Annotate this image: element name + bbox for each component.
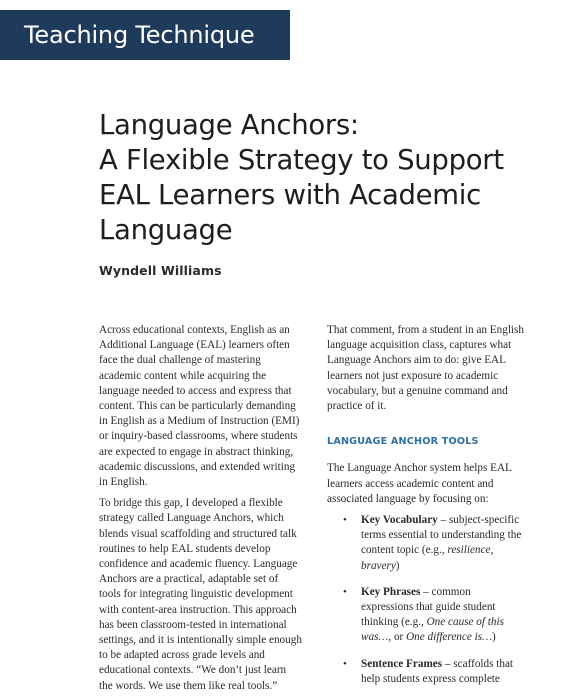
title-line: A Flexible Strategy to Support: [99, 144, 504, 176]
text-line: the words. We use them like real tools.”: [99, 679, 278, 692]
text-line: confidence and academic fluency. Language: [99, 558, 298, 571]
text-line: are expected to engage in abstract thinking,: [99, 445, 294, 458]
text-line: routines to help EAL students develop: [99, 542, 271, 555]
text-line: tools for integrating linguistic development: [99, 588, 293, 601]
article-title: [99, 108, 559, 248]
text-line: Additional Language (EAL) learners often: [99, 339, 290, 352]
title-line: EAL Learners with Academic: [99, 179, 481, 211]
text-line: language needed to access and express that: [99, 384, 292, 397]
list-item: [327, 513, 532, 574]
tool-term: Key Phrases: [361, 585, 421, 598]
text-line: has been classroom-tested in international: [99, 618, 287, 631]
author-byline: Wyndell Williams: [99, 263, 222, 278]
example-text: One difference is…: [406, 631, 493, 644]
bullet-icon: •: [343, 585, 347, 598]
text-line: face the dual challenge of mastering: [99, 354, 261, 367]
text-line: strategy called Language Anchors, which: [99, 512, 284, 525]
text-fragment: ): [395, 559, 400, 572]
text-fragment: – common: [420, 585, 471, 598]
text-fragment: thinking (e.g.,: [361, 616, 427, 629]
text-line: academic content while acquiring the: [99, 369, 267, 382]
left-column: [99, 323, 304, 700]
text-line: The Language Anchor system helps EAL: [327, 462, 512, 475]
right-column: [327, 323, 532, 698]
text-line: Anchors are a practical, adaptable set of: [99, 573, 279, 586]
text-line: to be adapted across grade levels and: [99, 649, 265, 662]
list-item: [327, 657, 532, 687]
text-line: learners not just exposure to academic: [327, 369, 499, 382]
title-line: Language: [99, 214, 233, 246]
bullet-icon: •: [343, 657, 347, 670]
text-line: content. This can be particularly demanding: [99, 400, 296, 413]
text-line: vocabulary, but a genuine command and: [327, 384, 508, 397]
example-text: One cause of this: [426, 616, 504, 629]
text-fragment: content topic (e.g.,: [361, 544, 448, 557]
list-item: [327, 585, 532, 646]
example-text: bravery: [361, 559, 396, 572]
section-banner: Teaching Technique: [0, 10, 290, 60]
text-line: Across educational contexts, English as an: [99, 324, 290, 336]
example-text: resilience,: [447, 544, 494, 557]
tools-list: [327, 513, 532, 687]
text-line: learners access academic content and: [327, 477, 494, 490]
tool-term: Sentence Frames: [361, 657, 443, 670]
tool-term: Key Vocabulary: [361, 514, 438, 527]
text-line: That comment, from a student in an English: [327, 324, 524, 336]
quote-commentary-paragraph: [327, 323, 532, 414]
text-line: in English as a Medium of Instruction (EMI): [99, 415, 300, 428]
intro-paragraph: [99, 323, 304, 490]
text-fragment: , or: [388, 631, 407, 644]
text-line: associated language by focusing on:: [327, 492, 489, 505]
strategy-paragraph: [99, 496, 304, 694]
text-line: settings, and it is intentionally simple enough: [99, 634, 302, 647]
text-line: or inquiry-based classrooms, where students: [99, 430, 298, 443]
title-line: Language Anchors:: [99, 109, 359, 141]
section-heading: LANGUAGE ANCHOR TOOLS: [327, 436, 479, 448]
text-line: blends visual scaffolding and structured talk: [99, 527, 297, 540]
text-line: Language Anchors aim to do: give EAL: [327, 354, 506, 367]
text-line: help students express complete: [361, 672, 500, 685]
example-text: was…: [361, 631, 389, 644]
text-line: academic discussions, and extended writing: [99, 460, 296, 473]
text-fragment: – scaffolds that: [442, 657, 514, 670]
text-line: practice of it.: [327, 400, 387, 413]
text-line: in English.: [99, 476, 148, 489]
text-line: expressions that guide student: [361, 601, 496, 614]
text-line: To bridge this gap, I developed a flexible: [99, 497, 283, 510]
text-line: with content-area instruction. This approach: [99, 603, 297, 616]
text-fragment: – subject-specific: [437, 514, 520, 527]
text-line: language acquisition class, captures what: [327, 339, 512, 352]
text-fragment: ): [492, 631, 496, 644]
bullet-icon: •: [343, 514, 347, 527]
text-line: terms essential to understanding the: [361, 529, 522, 542]
text-line: educational contexts. “We don’t just learn: [99, 664, 287, 677]
tools-intro-paragraph: [327, 461, 532, 507]
